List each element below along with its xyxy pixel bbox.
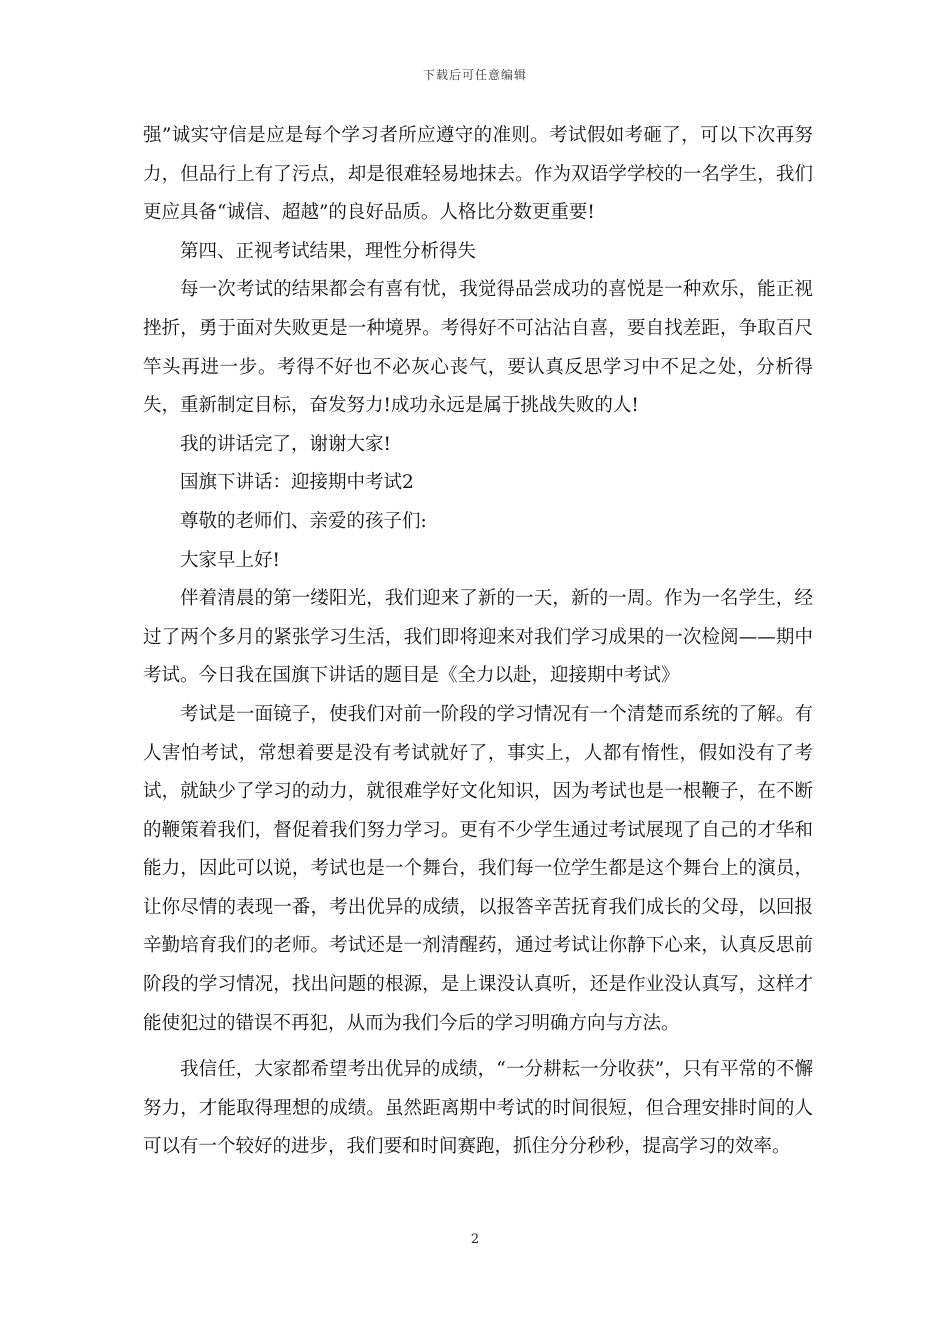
paragraph-integrity: 强”诚实守信是应是每个学习者所应遵守的准则。考试假如考砸了，可以下次再努力，但品行上有了污点，却是很难轻易地抹去。作为双语学学校的一名学生，我们更应具备“诚信、超越”的良好品质。人格比分数更重要!: [143, 125, 813, 224]
speech-title: 国旗下讲话：迎接期中考试2: [180, 472, 414, 494]
section-heading-four: 第四、正视考试结果，理性分析得失: [180, 240, 477, 262]
paragraph-exam-mirror: 考试是一面镜子，使我们对前一阶段的学习情况有一个清楚而系统的了解。有人害怕考试，常想着要是没有考试就好了，事实上，人都有惰性，假如没有了考试，就缺少了学习的动力，就很难学好文化知识，因为考试也是一根鞭子，在不断的鞭策着我们，督促着我们努力学习。更有不少学生通过考试展现了自己的才华和能力，因此可以说，考试也是一个舞台，我们每一位学生都是这个舞台上的演员，让你尽情的表现一番，考出优异的成绩，以报答辛苦抚育我们成长的父母，以回报辛勤培育我们的老师。考试还是一剂清醒药，通过考试让你静下心来，认真反思前阶段的学习情况，找出问题的根源，是上课没认真听，还是作业没认真写，这样才能使犯过的错误不再犯，从而为我们今后的学习明确方向与方法。: [143, 703, 813, 1034]
document-body: [143, 117, 813, 1167]
paragraph-belief: 我信任，大家都希望考出优异的成绩，“一分耕耘一分收获”，只有平常的不懈努力，才能取得理想的成绩。虽然距离期中考试的时间很短，但合理安排时间的人可以有一个较好的进步，我们要和时间赛跑，抓住分分秒秒，提高学习的效率。: [143, 1059, 813, 1158]
page-number: 2: [470, 1232, 480, 1247]
greeting: 大家早上好!: [180, 549, 280, 571]
paragraph-closing: 我的讲话完了，谢谢大家!: [180, 433, 391, 455]
salutation: 尊敬的老师们、亲爱的孩子们:: [180, 510, 427, 532]
paragraph-introduction: 伴着清晨的第一缕阳光，我们迎来了新的一天，新的一周。作为一名学生，经过了两个多月的紧张学习生活，我们即将迎来对我们学习成果的一次检阅——期中考试。今日我在国旗下讲话的题目是《全力以赴，迎接期中考试》: [143, 588, 813, 687]
paragraph-results: 每一次考试的结果都会有喜有忧，我觉得品尝成功的喜悦是一种欢乐，能正视挫折，勇于面对失败更是一种境界。考得好不可沾沾自喜，要自找差距，争取百尺竿头再进一步。考得不好也不必灰心丧气，要认真反思学习中不足之处，分析得失，重新制定目标，奋发努力!成功永远是属于挑战失败的人!: [143, 279, 813, 417]
page-header-note: 下载后可任意编辑: [422, 68, 527, 82]
